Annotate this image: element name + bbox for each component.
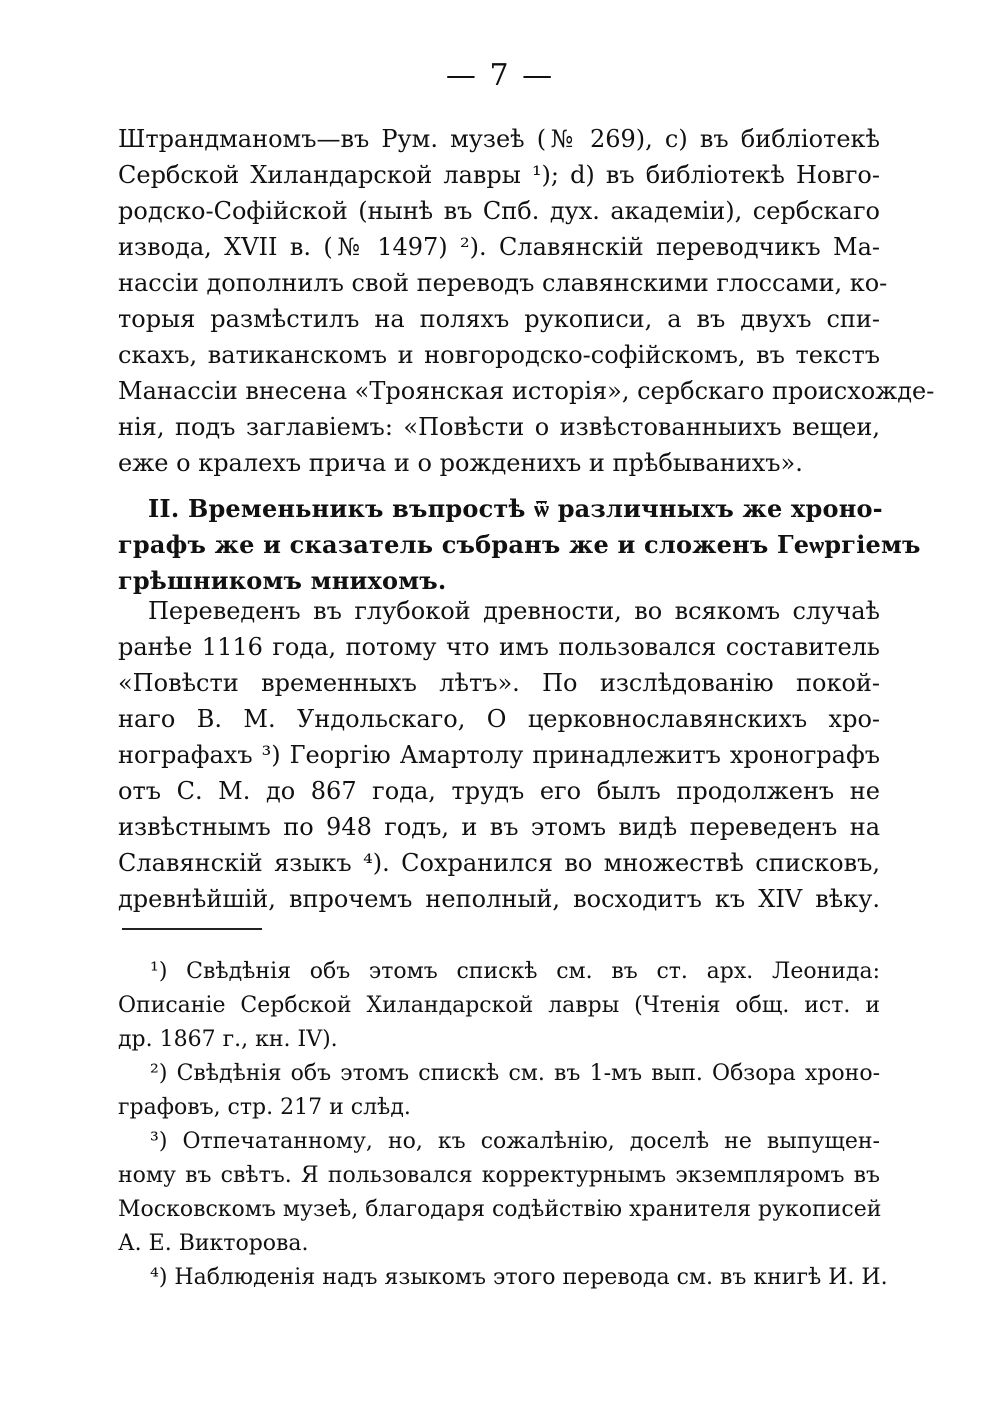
- footnote-line: ⁴) Наблюденія надъ языкомъ этого перевода см. въ книгѣ И. И.: [150, 1265, 888, 1290]
- section-text-line: наго В. М. Ундольскаго, О церковнославянскихъ хро-: [118, 705, 880, 733]
- section-text-line: древнѣйшій, впрочемъ неполный, восходитъ къ XIV вѣку.: [118, 885, 880, 913]
- main-text-line: скахъ, ватиканскомъ и новгородско-софійскомъ, въ текстъ: [118, 341, 880, 369]
- page-number: — 7 —: [445, 58, 555, 93]
- main-text-line: торыя размѣстилъ на поляхъ рукописи, а въ двухъ спи-: [118, 305, 880, 333]
- section-text-line: извѣстнымъ по 948 годъ, и въ этомъ видѣ переведенъ на: [118, 813, 880, 841]
- main-text-line: нія, подъ заглавіемъ: «Повѣсти о извѣстованныихъ вещеи,: [118, 413, 880, 441]
- main-text-line: родско-Софійской (нынѣ въ Спб. дух. академіи), сербскаго: [118, 197, 880, 225]
- section-heading-line: графъ же и сказатель събранъ же и сложенъ Геѡргіемъ: [118, 530, 921, 559]
- main-text-line: Манассіи внесена «Троянская исторія», сербскаго происхожде-: [118, 377, 935, 405]
- footnote-line: ¹) Свѣдѣнія объ этомъ спискѣ см. въ ст. арх. Леонида:: [150, 959, 880, 984]
- main-text-line: еже о кралехъ прича и о рожденихъ и прѣбыванихъ».: [118, 449, 803, 477]
- footnote-line: ²) Свѣдѣнія объ этомъ спискѣ см. въ 1-мъ вып. Обзора хроно-: [150, 1061, 880, 1086]
- section-text-line: «Повѣсти временныхъ лѣтъ». По изслѣдованію покой-: [118, 669, 880, 697]
- footnote-line: ному въ свѣтъ. Я пользовался корректурнымъ экземпляромъ въ: [118, 1163, 880, 1188]
- section-text-line: ранѣе 1116 года, потому что имъ пользовался составитель: [118, 633, 880, 661]
- footnote-line: Описаніе Сербской Хиландарской лавры (Чтенія общ. ист. и: [118, 993, 880, 1018]
- main-text-line: Штрандманомъ—въ Рум. музеѣ (№ 269), c) въ библіотекѣ: [118, 125, 880, 153]
- footnote-line: графовъ, стр. 217 и слѣд.: [118, 1095, 411, 1120]
- footnote-line: А. Е. Викторова.: [118, 1231, 309, 1256]
- main-text-line: нассіи дополнилъ свой переводъ славянскими глоссами, ко-: [118, 269, 888, 297]
- section-text-line: Славянскій языкъ ⁴). Сохранился во множествѣ списковъ,: [118, 849, 880, 877]
- section-text-line: Переведенъ въ глубокой древности, во всякомъ случаѣ: [148, 597, 880, 625]
- section-text-line: нографахъ ³) Георгію Амартолу принадлежитъ хронографъ: [118, 741, 880, 769]
- footnote-line: др. 1867 г., кн. IV).: [118, 1027, 338, 1052]
- section-heading-line: II. Временьникъ въпростѣ ѿ различныхъ же хроно-: [148, 494, 883, 523]
- section-heading-line: грѣшникомъ мнихомъ.: [118, 566, 447, 595]
- footnote-line: Московскомъ музеѣ, благодаря содѣйствію хранителя рукописей: [118, 1197, 882, 1222]
- footnote-separator: [122, 928, 262, 930]
- section-text-line: отъ С. М. до 867 года, трудъ его былъ продолженъ не: [118, 777, 880, 805]
- main-text-line: Сербской Хиландарской лавры ¹); d) въ библіотекѣ Новго-: [118, 161, 880, 189]
- main-text-line: извода, XVII в. (№ 1497) ²). Славянскій переводчикъ Ма-: [118, 233, 880, 261]
- footnote-line: ³) Отпечатанному, но, къ сожалѣнію, доселѣ не выпущен-: [150, 1129, 880, 1154]
